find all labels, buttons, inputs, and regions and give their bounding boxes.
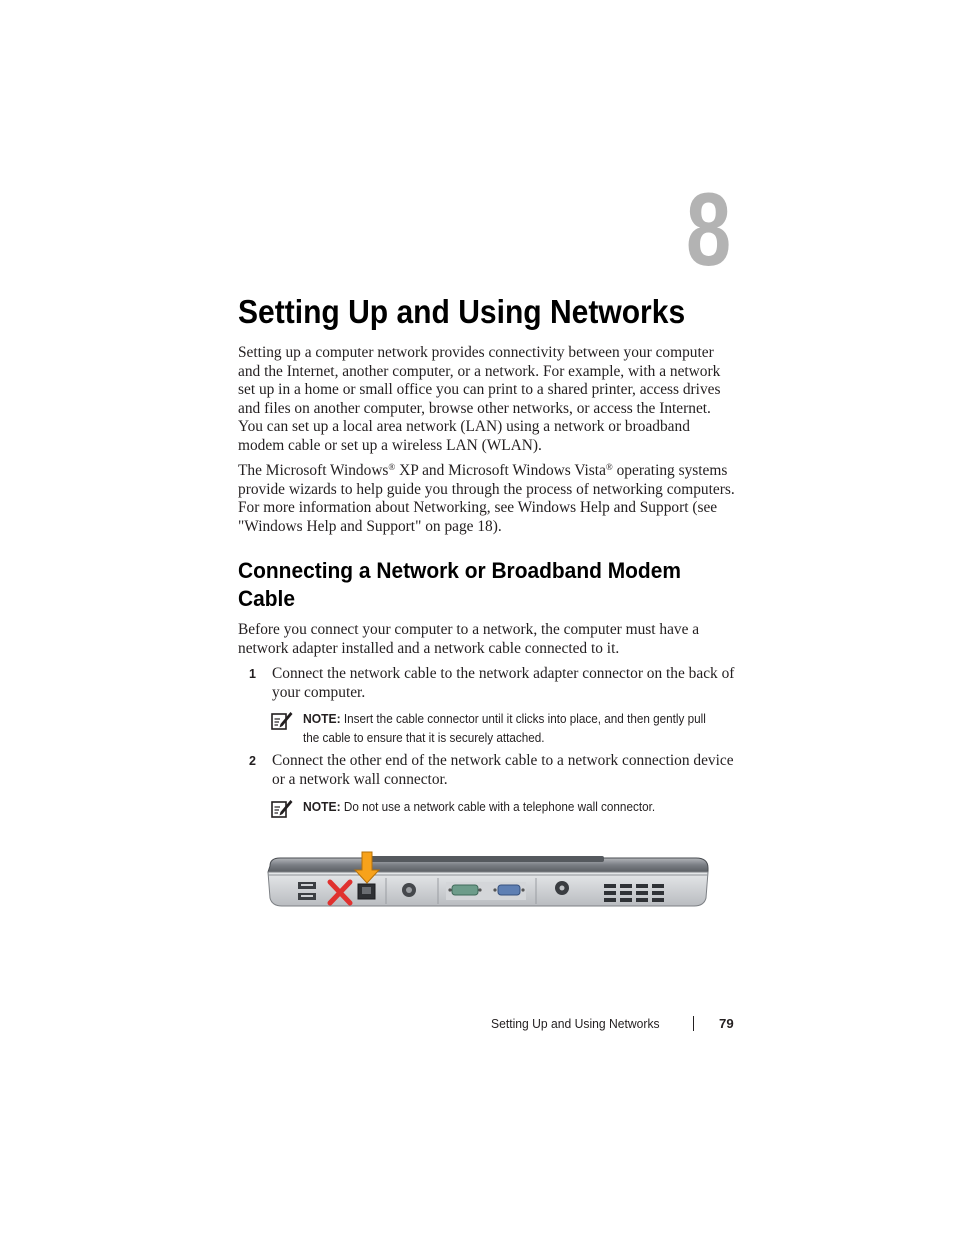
step-number-1: 1: [249, 667, 256, 681]
running-footer-title: Setting Up and Using Networks: [491, 1016, 660, 1031]
step-text-1: Connect the network cable to the network adapter connector on the back of your computer.: [272, 665, 735, 701]
network-connector: [358, 884, 375, 899]
step-text-2: Connect the other end of the network cable to a network connection device or a network wall connector.: [272, 752, 734, 788]
intro-paragraph-2: The Microsoft Windows® XP and Microsoft Windows Vista® operating systems provide wizards to help guide you through the process of networking computers. For more information about Networking, see Windows Help and Support (see "Windows Help and Support" on page 18).: [238, 462, 735, 535]
s-video-connector: [402, 883, 416, 897]
section-intro: Before you connect your computer to a network, the computer must have a network adapter installed and a network cable connected to it.: [238, 621, 700, 657]
laptop-back-panel-illustration: [266, 848, 710, 910]
section-heading: Connecting a Network or Broadband Modem Cable: [238, 558, 681, 611]
note-label: NOTE:: [303, 799, 341, 814]
footer-divider: [693, 1016, 694, 1031]
note-label: NOTE:: [303, 711, 341, 726]
page-number: 79: [719, 1016, 734, 1031]
intro-paragraph-1: Setting up a computer network provides connectivity between your computer and the Internet, another computer, or a network. For example, with a network set up in a home or small office you can print to a shared printer, access drives and files on another computer, browse other networks, or access the Internet. You can set up a local area network (LAN) using a network or broadband modem cable or set up a wireless LAN (WLAN).: [238, 344, 721, 454]
serial-port: [446, 882, 526, 900]
chapter-title: Setting Up and Using Networks: [238, 293, 686, 330]
chapter-number: 8: [686, 172, 732, 288]
note-2: NOTE: Do not use a network cable with a telephone wall connector.: [303, 799, 656, 814]
note-pencil-icon: [271, 799, 293, 819]
note-1: NOTE: Insert the cable connector until it clicks into place, and then gently pull the cable to ensure that it is securely attached.: [303, 711, 706, 745]
power-connector: [555, 881, 569, 895]
note-pencil-icon: [271, 711, 293, 731]
step-number-2: 2: [249, 754, 256, 768]
